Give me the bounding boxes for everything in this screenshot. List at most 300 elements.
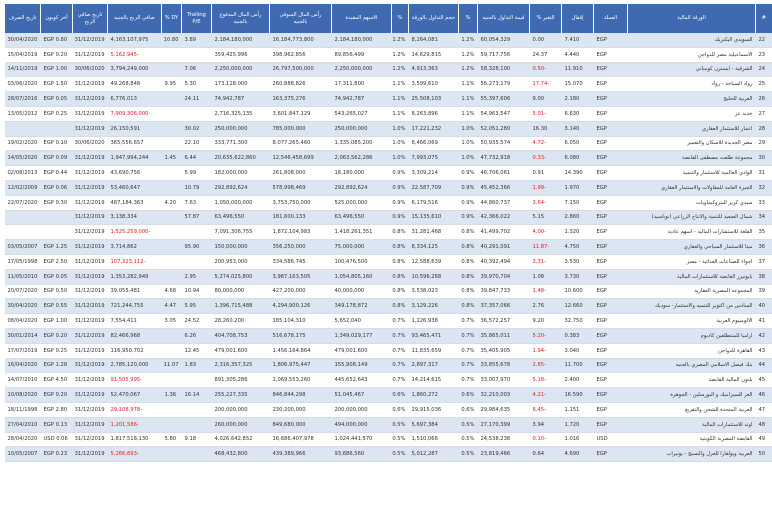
payment-date: 03/05/2007 [5, 240, 41, 255]
security-name[interactable]: اراميا للمنتظلفين كاديوم [628, 328, 756, 343]
table-row[interactable] [5, 210, 772, 225]
currency: EGP [594, 328, 628, 343]
close-price: 32.750 [562, 314, 594, 329]
listed-shares: 1,349,029,177 [332, 328, 392, 343]
column-header[interactable]: حجم التداول بالورقة [409, 4, 459, 33]
table-row[interactable] [5, 284, 772, 299]
table-row[interactable] [5, 299, 772, 314]
currency: EGP [594, 106, 628, 121]
column-header[interactable]: رأس المال المدفوع بالجنيه [212, 4, 270, 33]
net-profit-date: 31/12/2019 [73, 121, 108, 136]
traded-value-percent: 0.7% [459, 343, 478, 358]
table-row[interactable] [5, 62, 772, 77]
security-name[interactable]: مجموعة طلعت مصطفى القابضة [628, 151, 756, 166]
currency: EGP [594, 180, 628, 195]
net-profit: 1,817,518,130 [108, 432, 162, 447]
column-header[interactable]: إقفال [562, 4, 594, 33]
traded-value-percent: 0.8% [459, 269, 478, 284]
market-cap: 1,456,164,864 [270, 343, 332, 358]
table-row[interactable] [5, 180, 772, 195]
close-price: 15.070 [562, 77, 594, 92]
column-header[interactable]: Trailing P/E [182, 4, 212, 33]
traded-value-percent: 1.0% [459, 136, 478, 151]
security-name[interactable]: السادس من اكتوبر للتنميه والاستثمار- سوديك [628, 299, 756, 314]
payment-date: 03/06/2020 [5, 77, 41, 92]
dividend-yield: 11.07 [162, 358, 182, 373]
net-profit-date: 31/12/2019 [73, 180, 108, 195]
change-percent: -4.00 [530, 225, 562, 240]
paid-capital: 182,000,000 [212, 166, 270, 181]
net-profit-date: 31/12/2019 [73, 210, 108, 225]
close-price: 7.410 [562, 33, 594, 47]
listed-shares: 18,180,000 [332, 166, 392, 181]
dividend-yield [162, 343, 182, 358]
net-profit: 82,466,968 [108, 328, 162, 343]
change-percent: -4.21 [530, 388, 562, 403]
traded-value: 46,706,061 [478, 166, 530, 181]
traded-volume: 3,599,610 [409, 77, 459, 92]
security-name[interactable]: القلعة للاستشارات المالية - اسهم عادية [628, 225, 756, 240]
close-price: 6.050 [562, 136, 594, 151]
table-row[interactable] [5, 343, 772, 358]
traded-volume: 5,012,287 [409, 447, 459, 462]
market-cap: 12,546,458,699 [270, 151, 332, 166]
last-coupon: EGP 0.44 [41, 166, 73, 181]
currency: EGP [594, 314, 628, 329]
traded-value-percent: 1.0% [459, 121, 478, 136]
last-coupon: EGP 1.28 [41, 358, 73, 373]
close-price: 3.730 [562, 269, 594, 284]
table-row[interactable] [5, 254, 772, 269]
traded-value: 47,732,918 [478, 151, 530, 166]
net-profit-date: 30/06/2020 [73, 62, 108, 77]
table-row[interactable] [5, 240, 772, 255]
net-profit: 365,556,657 [108, 136, 162, 151]
dividend-yield: 5.80 [162, 432, 182, 447]
column-header[interactable]: قيمة التداول بالجنيه [478, 4, 530, 33]
net-profit-date: 31/12/2019 [73, 447, 108, 462]
last-coupon: EGP 0.80 [41, 33, 73, 47]
traded-value-percent: 1.2% [459, 62, 478, 77]
close-price: 11.700 [562, 358, 594, 373]
traded-volume-percent: 0.6% [392, 402, 409, 417]
net-profit-date: 31/12/2019 [73, 432, 108, 447]
traded-volume-percent: 0.7% [392, 358, 409, 373]
column-header[interactable]: % [459, 4, 478, 33]
market-cap: 398,962,856 [270, 47, 332, 62]
traded-volume-percent: 1.0% [392, 151, 409, 166]
stock-table [4, 4, 772, 462]
close-price: 4.440 [562, 47, 594, 62]
change-percent: 2.76 [530, 299, 562, 314]
currency: EGP [594, 166, 628, 181]
paid-capital: 468,432,800 [212, 447, 270, 462]
dividend-yield [162, 92, 182, 107]
change-percent: 9.00 [530, 92, 562, 107]
currency: EGP [594, 240, 628, 255]
net-profit-date: 31/12/2019 [73, 225, 108, 240]
column-header[interactable]: DY % [162, 4, 182, 33]
table-row[interactable] [5, 447, 772, 462]
market-cap: 846,844,298 [270, 388, 332, 403]
dividend-yield [162, 447, 182, 462]
trailing-pe: 22.10 [182, 136, 212, 151]
security-name[interactable]: اوتد للاستثمارات المالية [628, 417, 756, 432]
row-number: 26 [756, 92, 772, 107]
listed-shares: 51,045,467 [332, 388, 392, 403]
net-profit-date: 31/12/2019 [73, 47, 108, 62]
table-row[interactable] [5, 136, 772, 151]
last-coupon: EGP 0.13 [41, 417, 73, 432]
traded-volume: 4,913,363 [409, 62, 459, 77]
traded-value-percent: 0.7% [459, 314, 478, 329]
security-name[interactable]: الالومنيوم العربية [628, 314, 756, 329]
traded-volume: 22,587,709 [409, 180, 459, 195]
security-name[interactable]: ميثا للاستثمار السياحي والعقاري [628, 240, 756, 255]
paid-capital: 150,000,000 [212, 240, 270, 255]
trailing-pe [182, 254, 212, 269]
last-coupon: EGP 0.05 [41, 269, 73, 284]
column-header[interactable]: العملة [594, 4, 628, 33]
traded-volume-percent: 0.7% [392, 314, 409, 329]
market-cap: 230,200,000 [270, 402, 332, 417]
row-number: 24 [756, 62, 772, 77]
market-cap: 785,000,000 [270, 121, 332, 136]
paid-capital: 7,091,306,755 [212, 225, 270, 240]
security-name[interactable]: المجموعه المصرية العقارية [628, 284, 756, 299]
paid-capital: 250,000,000 [212, 121, 270, 136]
column-header[interactable]: رأس المال السوقي بالجنيه [270, 4, 332, 33]
column-header[interactable]: آخر كوبون [41, 4, 73, 33]
security-name[interactable]: العربية ويولفارا للغزل والنسيج - يونيراب [628, 447, 756, 462]
payment-date [5, 210, 41, 225]
currency: EGP [594, 254, 628, 269]
net-profit: -29,108,978 [108, 402, 162, 417]
last-coupon: EGP 0.30 [41, 195, 73, 210]
paid-capital: 2,184,180,000 [212, 33, 270, 47]
trailing-pe: 7.06 [182, 62, 212, 77]
payment-date: 14/07/2010 [5, 373, 41, 388]
traded-value-percent: 0.7% [459, 328, 478, 343]
traded-value-percent: 1.1% [459, 77, 478, 92]
trailing-pe: 30.02 [182, 121, 212, 136]
row-number: 22 [756, 33, 772, 47]
table-row[interactable] [5, 92, 772, 107]
payment-date: 14/11/2019 [5, 62, 41, 77]
market-cap: 578,998,469 [270, 180, 332, 195]
traded-value-percent: 1.2% [459, 33, 478, 47]
column-header[interactable]: الاسهم المقيدة [332, 4, 392, 33]
traded-volume: 1,226,938 [409, 314, 459, 329]
paid-capital: 255,227,335 [212, 388, 270, 403]
traded-volume-percent: 0.8% [392, 269, 409, 284]
listed-shares: 1,024,441,570 [332, 432, 392, 447]
net-profit-date: 31/12/2019 [73, 166, 108, 181]
table-row[interactable] [5, 225, 772, 240]
payment-date: 10/05/2007 [5, 447, 41, 462]
dividend-yield: 3.05 [162, 314, 182, 329]
row-number: 29 [756, 136, 772, 151]
table-row[interactable] [5, 166, 772, 181]
payment-date: 19/02/2020 [5, 136, 41, 151]
table-row[interactable] [5, 432, 772, 447]
security-name[interactable]: العربية المتحدة للشحن والتفريغ [628, 402, 756, 417]
row-number: 44 [756, 358, 772, 373]
close-price: 11.910 [562, 62, 594, 77]
traded-volume: 1,510,066 [409, 432, 459, 447]
table-row[interactable] [5, 328, 772, 343]
row-number: 37 [756, 254, 772, 269]
market-cap: 427,200,000 [270, 284, 332, 299]
last-coupon: EGP 0.50 [41, 284, 73, 299]
security-name[interactable]: بلتون المالية القابضة [628, 373, 756, 388]
dividend-yield: 4.47 [162, 299, 182, 314]
dividend-yield [162, 136, 182, 151]
change-percent: -3.64 [530, 195, 562, 210]
traded-value-percent: 0.5% [459, 447, 478, 462]
traded-value-percent: 0.8% [459, 299, 478, 314]
currency: EGP [594, 33, 628, 47]
currency: EGP [594, 417, 628, 432]
paid-capital: 359,425,996 [212, 47, 270, 62]
last-coupon: USD 0.06 [41, 432, 73, 447]
table-row[interactable] [5, 358, 772, 373]
security-name[interactable]: مصر الجديدة للاسكان والتعمير [628, 136, 756, 151]
security-name[interactable]: العربية للحليج [628, 92, 756, 107]
traded-volume-percent: 0.9% [392, 195, 409, 210]
last-coupon: EGP 0.55 [41, 299, 73, 314]
net-profit-date: 31/12/2019 [73, 254, 108, 269]
close-price: 6.080 [562, 151, 594, 166]
change-percent: 24.37 [530, 47, 562, 62]
listed-shares: 155,908,149 [332, 358, 392, 373]
net-profit-date: 31/12/2019 [73, 106, 108, 121]
net-profit-date: 31/12/2019 [73, 77, 108, 92]
row-number: 34 [756, 210, 772, 225]
paid-capital: 200,000,000 [212, 402, 270, 417]
net-profit: 1,353,282,949 [108, 269, 162, 284]
table-row[interactable] [5, 195, 772, 210]
net-profit: -5,162,945 [108, 47, 162, 62]
stock-table-container [4, 4, 766, 462]
column-header[interactable]: صافي الربح بالجنيه [108, 4, 162, 33]
traded-value: 37,357,066 [478, 299, 530, 314]
trailing-pe [182, 373, 212, 388]
paid-capital: 74,942,787 [212, 92, 270, 107]
security-name[interactable]: العز للسيراميك و البورسلين - الجوهرة [628, 388, 756, 403]
column-header[interactable]: # [756, 4, 772, 33]
payment-date [5, 121, 41, 136]
last-coupon: EGP 1.00 [41, 314, 73, 329]
traded-volume: 2,897,317 [409, 358, 459, 373]
net-profit: -5,266,693 [108, 447, 162, 462]
trailing-pe [182, 447, 212, 462]
table-row[interactable] [5, 106, 772, 121]
trailing-pe [182, 47, 212, 62]
payment-date: 18/11/1998 [5, 402, 41, 417]
table-row[interactable] [5, 402, 772, 417]
payment-date: 02/08/2013 [5, 166, 41, 181]
row-number: 31 [756, 166, 772, 181]
row-number: 35 [756, 225, 772, 240]
listed-shares: 2,184,180,000 [332, 33, 392, 47]
close-price: 14.390 [562, 166, 594, 181]
security-name[interactable]: القاهرة للدواجن [628, 343, 756, 358]
change-percent: -5.18 [530, 373, 562, 388]
row-number: 46 [756, 388, 772, 403]
trailing-pe: 9.18 [182, 432, 212, 447]
traded-value-percent: 0.7% [459, 358, 478, 373]
table-row[interactable] [5, 314, 772, 329]
trailing-pe: 95.90 [182, 240, 212, 255]
security-name[interactable]: بنك فيصل الاسلامي المصري بالجنيه [628, 358, 756, 373]
row-number: 50 [756, 447, 772, 462]
traded-value: 50,935,574 [478, 136, 530, 151]
security-name[interactable]: اجواء للصناعات الغذائية - مصر [628, 254, 756, 269]
net-profit-date: 31/12/2019 [73, 314, 108, 329]
table-row[interactable] [5, 269, 772, 284]
paid-capital: 891,305,286 [212, 373, 270, 388]
traded-volume-percent: 0.9% [392, 166, 409, 181]
listed-shares: 17,311,800 [332, 77, 392, 92]
table-row[interactable] [5, 151, 772, 166]
table-row[interactable] [5, 417, 772, 432]
security-name[interactable]: بايونيرز القابضة للاستثمارات المالية [628, 269, 756, 284]
column-header[interactable]: % [392, 4, 409, 33]
last-coupon: EGP 2.80 [41, 402, 73, 417]
traded-value-percent: 0.8% [459, 284, 478, 299]
market-cap: 185,104,310 [270, 314, 332, 329]
close-price: 1.720 [562, 417, 594, 432]
net-profit-date: 31/12/2019 [73, 388, 108, 403]
currency: EGP [594, 284, 628, 299]
net-profit-date: 31/12/2019 [73, 299, 108, 314]
table-row[interactable] [5, 121, 772, 136]
row-number: 41 [756, 314, 772, 329]
net-profit: 7,554,411 [108, 314, 162, 329]
traded-value: 54,963,547 [478, 106, 530, 121]
table-row[interactable] [5, 33, 772, 47]
currency: EGP [594, 269, 628, 284]
market-cap: 260,888,826 [270, 77, 332, 92]
security-name[interactable]: حديد عز [628, 106, 756, 121]
row-number: 39 [756, 284, 772, 299]
trailing-pe: 1.83 [182, 358, 212, 373]
net-profit-date: 31/12/2019 [73, 240, 108, 255]
payment-date: 27/04/2010 [5, 417, 41, 432]
dividend-yield: 1.45 [162, 151, 182, 166]
currency: EGP [594, 402, 628, 417]
listed-shares: 2,063,562,286 [332, 151, 392, 166]
dividend-yield: 4.20 [162, 195, 182, 210]
table-row[interactable] [5, 373, 772, 388]
net-profit-date: 31/12/2019 [73, 402, 108, 417]
table-row[interactable] [5, 388, 772, 403]
change-percent: 1.08 [530, 269, 562, 284]
close-price: 7.150 [562, 195, 594, 210]
listed-shares: 445,652,643 [332, 373, 392, 388]
net-profit: 39,055,481 [108, 284, 162, 299]
traded-value: 55,397,606 [478, 92, 530, 107]
security-name[interactable]: الاسماعيلية مصر للدواجن [628, 47, 756, 62]
last-coupon: EGP 0.25 [41, 343, 73, 358]
security-name[interactable]: الشرقية - ايسترن كومباني [628, 62, 756, 77]
column-header[interactable]: تاريخ صافي الربح [73, 4, 108, 33]
listed-shares: 250,000,000 [332, 121, 392, 136]
change-percent: -3.31 [530, 254, 562, 269]
security-name[interactable]: القابضة المصرية الكويتية [628, 432, 756, 447]
traded-value: 23,819,466 [478, 447, 530, 462]
change-percent: -6.45 [530, 402, 562, 417]
last-coupon: EGP 0.25 [41, 106, 73, 121]
traded-volume: 10,596,268 [409, 269, 459, 284]
table-row[interactable] [5, 47, 772, 62]
traded-value: 39,847,733 [478, 284, 530, 299]
currency: EGP [594, 388, 628, 403]
traded-volume: 11,835,659 [409, 343, 459, 358]
trailing-pe: 2.95 [182, 269, 212, 284]
net-profit-date: 31/12/2019 [73, 269, 108, 284]
dividend-yield [162, 106, 182, 121]
dividend-yield: 10.80 [162, 33, 182, 47]
close-price: 6.630 [562, 106, 594, 121]
traded-volume: 14,214,615 [409, 373, 459, 388]
currency: EGP [594, 225, 628, 240]
currency: USD [594, 432, 628, 447]
security-name[interactable]: سيدي كرير للبتروكيماويات [628, 195, 756, 210]
trailing-pe: 6.44 [182, 151, 212, 166]
traded-volume-percent: 0.5% [392, 417, 409, 432]
net-profit: 116,950,702 [108, 343, 162, 358]
currency: EGP [594, 299, 628, 314]
close-price: 4.750 [562, 240, 594, 255]
column-header[interactable]: التغير % [530, 4, 562, 33]
net-profit-date: 31/12/2019 [73, 373, 108, 388]
close-price: 12.660 [562, 299, 594, 314]
change-percent: -0.50 [530, 62, 562, 77]
table-row[interactable] [5, 77, 772, 92]
column-header[interactable]: الورقة المالية [628, 4, 756, 33]
security-name[interactable]: اعمار للاستثمار العقاري [628, 121, 756, 136]
net-profit: 1,947,994,244 [108, 151, 162, 166]
traded-volume: 8,264,081 [409, 33, 459, 47]
traded-volume-percent: 1.1% [392, 106, 409, 121]
net-profit: 26,150,591 [108, 121, 162, 136]
payment-date: 12/02/2009 [5, 180, 41, 195]
net-profit-date: 31/12/2019 [73, 343, 108, 358]
payment-date: 17/05/1998 [5, 254, 41, 269]
traded-value: 32,210,003 [478, 388, 530, 403]
row-number: 25 [756, 77, 772, 92]
net-profit: -1,201,586 [108, 417, 162, 432]
security-name[interactable]: الوادي العالمية للاستثمار والتنمية [628, 166, 756, 181]
traded-volume-percent: 1.1% [392, 92, 409, 107]
payment-date [5, 225, 41, 240]
security-name[interactable]: رواد السياحة - رواد [628, 77, 756, 92]
traded-value: 29,984,635 [478, 402, 530, 417]
security-name[interactable]: الجيزة العامة للمقاولات والاستثمار العقاري [628, 180, 756, 195]
market-cap: 3,601,847,129 [270, 106, 332, 121]
column-header[interactable]: تاريخ الصرف [5, 4, 41, 33]
payment-date: 30/04/2020 [5, 33, 41, 47]
market-cap: 1,872,104,983 [270, 225, 332, 240]
security-name[interactable]: شمال الصعيد للتنمية والانتاج الزراعي (نوباسيد) [628, 210, 756, 225]
close-price: 2.860 [562, 210, 594, 225]
security-name[interactable]: السويدي اليكتريك [628, 33, 756, 47]
traded-volume: 14,629,815 [409, 47, 459, 62]
traded-value-percent: 0.7% [459, 373, 478, 388]
change-percent: -1.99 [530, 180, 562, 195]
